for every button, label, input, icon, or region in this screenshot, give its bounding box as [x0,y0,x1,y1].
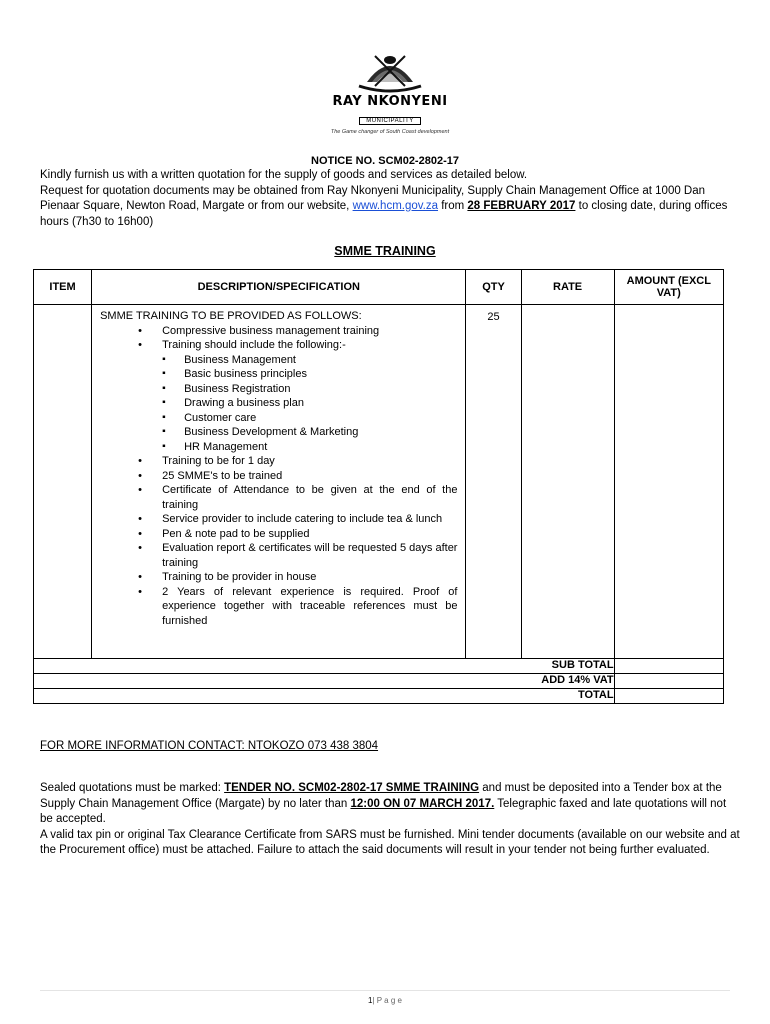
closing-text-c: Telegraphic faxed and late quotations will not be accepted. [40,797,727,825]
list-item: • Training to be provider in house [162,570,457,585]
vat-row [34,674,724,689]
section-heading: SMME TRAINING [334,244,436,258]
specification-list [162,324,457,629]
intro-line-1: Kindly furnish us with a written quotation for the supply of goods and services as detailed below. [40,169,528,181]
page-footer [0,996,770,1005]
subtotal-row [34,659,724,674]
opening-date: 28 FEBRUARY 2017 [467,200,576,212]
rate-cell [521,305,614,659]
header-qty: QTY [466,270,521,305]
list-item: • Training should include the following:- [162,338,457,353]
list-item: • Certificate of Attendance to be given at the end of the training [162,483,457,512]
notice-number: NOTICE NO. SCM02-2802-17 [311,155,459,167]
qty-value: 25 [487,311,500,323]
amount-cell [614,305,723,659]
list-item: ▪ Customer care [184,411,457,426]
closing-paragraph-2: A valid tax pin or original Tax Clearance Certificate from SARS must be furnished. Mini tender documents (available on our website and at the Procurement office) must be attached. Failure to attach the said documents will result in your tender not being further evaluated. [40,828,740,856]
total-value [614,689,723,704]
logo-tagline: The Game changer of South Coast development [330,129,450,135]
intro-line-2 [40,184,740,231]
closing-text-a: Sealed quotations must be marked: [40,782,225,794]
closing-text-b: and must be deposited into a Tender box at the Supply Chain Management Office (Margate) by no later than [40,782,722,810]
header-amount: AMOUNT (EXCL VAT) [614,270,723,305]
list-item: ▪ Business Registration [184,382,457,397]
intro-paragraph [40,168,740,230]
tender-reference: TENDER NO. SCM02-2802-17 SMME TRAINING [224,782,480,794]
list-item: • 2 Years of relevant experience is required. Proof of experience together with traceable references must be furnished [162,585,457,629]
contact-info: FOR MORE INFORMATION CONTACT: NTOKOZO 073 438 3804 [40,740,379,752]
list-item: • Service provider to include catering to include tea & lunch [162,512,457,527]
municipality-logo [300,52,480,135]
closing-paragraphs [40,781,740,859]
intro-text-b: from [438,200,468,212]
subtotal-label: SUB TOTAL [34,659,615,674]
list-item: ▪ Basic business principles [184,367,457,382]
logo-name: RAY NKONYENI [332,94,448,109]
closing-deadline: 12:00 ON 07 MARCH 2017. [350,797,495,810]
page-number: 1 [368,996,373,1005]
header-rate: RATE [521,270,614,305]
list-item: • Compressive business management training [162,324,457,339]
list-item: • 25 SMME's to be trained [162,469,457,484]
qty-cell [466,305,521,659]
total-row [34,689,724,704]
logo-municipality: MUNICIPALITY [359,117,421,125]
specification-table [33,269,724,704]
website-link[interactable]: www.hcm.gov.za [352,200,439,212]
list-item: ▪ Drawing a business plan [184,396,457,411]
list-item: ▪ HR Management [184,440,457,455]
item-cell [34,305,92,659]
intro-text-c: to closing date, during offices hours (7h30 to 16h00) [40,200,728,228]
vat-label: ADD 14% VAT [34,674,615,689]
list-item: • Evaluation report & certificates will be requested 5 days after training [162,541,457,570]
header-description: DESCRIPTION/SPECIFICATION [92,270,466,305]
intro-text-a: Request for quotation documents may be obtained from Ray Nkonyeni Municipality, Supply Chain Management Office at 1000 Dan Pienaar Square, Newton Road, Margate or from our website, [40,184,706,212]
table-row [34,305,724,659]
page-label: | P a g e [372,996,402,1005]
description-cell [92,305,466,659]
header-item: ITEM [34,270,92,305]
list-item: • Pen & note pad to be supplied [162,527,457,542]
footer-divider [40,990,730,991]
list-item: ▪ Business Management [184,353,457,368]
subtotal-value [614,659,723,674]
crest-icon [355,52,425,96]
description-lead: SMME TRAINING TO BE PROVIDED AS FOLLOWS: [100,310,362,322]
list-item: ▪ Business Development & Marketing [184,425,457,440]
closing-paragraph-1 [40,781,740,828]
vat-value [614,674,723,689]
total-label: TOTAL [34,689,615,704]
table-header-row [34,270,724,305]
list-item: • Training to be for 1 day [162,454,457,469]
